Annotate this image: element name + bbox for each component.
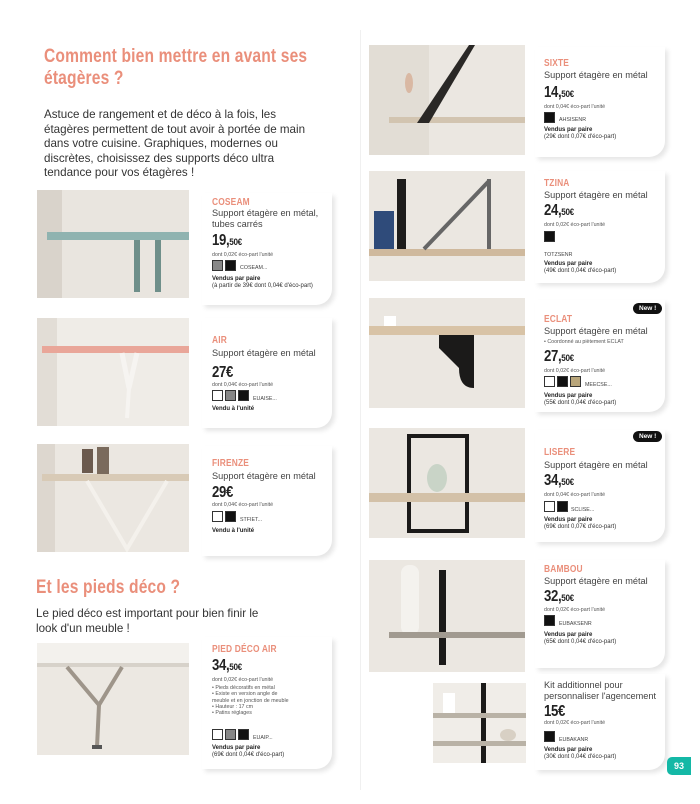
- bambou-swatches: [544, 615, 555, 626]
- swatch-black[interactable]: [544, 112, 555, 123]
- air-ref: EUAISE...: [253, 396, 277, 402]
- pied-bullet: meuble et en jonction de meuble: [212, 697, 289, 704]
- eclat-name: ECLAT: [544, 313, 573, 325]
- eclat-photo: [369, 298, 525, 408]
- sixte-name: SIXTE: [544, 57, 570, 69]
- pied-bullet: • Pieds décoratifs en métal: [212, 685, 275, 691]
- page-number: 93: [667, 757, 691, 775]
- pied-bullets: [212, 685, 327, 716]
- air-eco: dont 0,04€ éco-part l'unité: [212, 382, 274, 388]
- swatch-white[interactable]: [544, 376, 555, 387]
- pied-bullet: • Patins réglages: [212, 710, 252, 717]
- coseam-desc: Support étagère en métal, tubes carrés: [212, 208, 319, 229]
- air-price: 27€: [212, 364, 233, 381]
- eclat-pair: Vendus par paire (55€ dont 0,04€ d'éco-part): [544, 393, 617, 406]
- tzina-swatches: [544, 231, 555, 242]
- kit-price: 15€: [544, 703, 565, 720]
- pied-name: PIED DÉCO AIR: [212, 643, 277, 655]
- firenze-ref: STFIET...: [240, 517, 263, 523]
- tzina-price: 24,50€: [544, 202, 574, 219]
- tzina-photo: [369, 171, 525, 281]
- pied-photo: [37, 643, 189, 755]
- swatch-black[interactable]: [225, 511, 236, 522]
- coseam-name: COSEAM: [212, 196, 250, 208]
- pied-ref: EUAIP...: [253, 735, 273, 741]
- coseam-ref: COSEAM...: [240, 265, 268, 271]
- coseam-pair: Vendus par paire (à partir de 39€ dont 0,04€ d'éco-part): [212, 276, 313, 289]
- bambou-name: BAMBOU: [544, 563, 583, 575]
- firenze-desc: Support étagère en métal: [212, 471, 316, 481]
- swatch-black[interactable]: [238, 729, 249, 740]
- swatch-white[interactable]: [212, 729, 223, 740]
- lisere-price: 34,50€: [544, 472, 574, 489]
- lisere-photo: [369, 428, 525, 538]
- sixte-ref: AHSISENR: [559, 117, 587, 123]
- lisere-eco: dont 0,04€ éco-part l'unité: [544, 492, 606, 498]
- firenze-swatches: [212, 511, 236, 522]
- pied-eco: dont 0,02€ éco-part l'unité: [212, 677, 274, 683]
- eclat-price: 27,50€: [544, 348, 574, 365]
- section2-title: Et les pieds déco ?: [36, 577, 181, 598]
- lisere-ref: SCLISE...: [571, 507, 595, 513]
- eclat-ref: MEECSE...: [585, 382, 612, 388]
- air-swatches: [212, 390, 249, 401]
- tzina-eco: dont 0,02€ éco-part l'unité: [544, 222, 606, 228]
- firenze-name: FIRENZE: [212, 457, 250, 469]
- swatch-white[interactable]: [212, 511, 223, 522]
- firenze-eco: dont 0,04€ éco-part l'unité: [212, 502, 274, 508]
- bambou-eco: dont 0,02€ éco-part l'unité: [544, 607, 606, 613]
- swatch-black[interactable]: [544, 731, 555, 742]
- firenze-unit: Vendu à l'unité: [212, 528, 255, 534]
- bambou-ref: EUBAKSENR: [559, 621, 592, 627]
- pied-swatches: [212, 729, 249, 740]
- main-title: Comment bien mettre en avant ses étagères ?: [44, 46, 308, 89]
- swatch-black[interactable]: [557, 376, 568, 387]
- kit-pair: Vendus par paire (30€ dont 0,04€ d'éco-part): [544, 747, 617, 760]
- eclat-new-badge: New !: [633, 303, 662, 314]
- air-photo: [37, 318, 189, 426]
- swatch-grey[interactable]: [225, 729, 236, 740]
- air-unit: Vendu à l'unité: [212, 406, 255, 412]
- section2-intro: Le pied déco est important pour bien finir le look d'un meuble !: [36, 607, 259, 635]
- sixte-swatches: [544, 112, 555, 123]
- swatch-white[interactable]: [544, 501, 555, 512]
- pied-bullet: • Existe en version angle de: [212, 691, 278, 698]
- kit-ref: EUBAKANR: [559, 737, 589, 743]
- pied-bullet: • Hauteur : 17 cm: [212, 703, 254, 710]
- intro-text: Astuce de rangement et de déco à la fois, les étagères permettent de tout avoir à portée de main dans votre cuisine. Graphiques, modernes ou discrètes, choisissez des supports déco ultra tendance pour vos étagères !: [44, 108, 306, 179]
- lisere-pair: Vendus par paire (69€ dont 0,07€ d'éco-part): [544, 517, 617, 530]
- firenze-photo: [37, 444, 189, 552]
- tzina-desc: Support étagère en métal: [544, 190, 648, 200]
- sixte-price: 14,50€: [544, 84, 574, 101]
- swatch-black[interactable]: [238, 390, 249, 401]
- swatch-gold[interactable]: [570, 376, 581, 387]
- swatch-black[interactable]: [225, 260, 236, 271]
- lisere-new-badge: New !: [633, 431, 662, 442]
- page-gutter: [360, 30, 361, 790]
- swatch-black[interactable]: [544, 615, 555, 626]
- swatch-grey[interactable]: [225, 390, 236, 401]
- tzina-pair: Vendus par paire (49€ dont 0,04€ d'éco-part): [544, 261, 617, 274]
- swatch-white[interactable]: [212, 390, 223, 401]
- bambou-price: 32,50€: [544, 588, 574, 605]
- tzina-ref: TOTZSENR: [544, 252, 573, 258]
- bambou-desc: Support étagère en métal: [544, 576, 648, 586]
- sixte-eco: dont 0,04€ éco-part l'unité: [544, 104, 606, 110]
- kit-desc: Kit additionnel pour personnaliser l'agencement: [544, 680, 657, 701]
- kit-eco: dont 0,02€ éco-part l'unité: [544, 720, 606, 726]
- air-desc: Support étagère en métal: [212, 348, 316, 358]
- swatch-black[interactable]: [544, 231, 555, 242]
- coseam-price: 19,50€: [212, 232, 242, 249]
- sixte-photo: [369, 45, 525, 155]
- lisere-name: LISERE: [544, 446, 576, 458]
- coseam-photo: [37, 190, 189, 298]
- eclat-sub: • Coordonné au piètement ECLAT: [544, 339, 624, 345]
- firenze-price: 29€: [212, 484, 233, 501]
- eclat-swatches: [544, 376, 581, 387]
- pied-pair: Vendus par paire (69€ dont 0,04€ d'éco-part): [212, 745, 285, 758]
- sixte-desc: Support étagère en métal: [544, 70, 648, 80]
- swatch-grey[interactable]: [212, 260, 223, 271]
- air-name: AIR: [212, 334, 227, 346]
- lisere-swatches: [544, 501, 568, 512]
- kit-swatches: [544, 731, 555, 742]
- lisere-desc: Support étagère en métal: [544, 460, 648, 470]
- coseam-swatches: [212, 260, 236, 271]
- tzina-name: TZINA: [544, 177, 570, 189]
- bambou-pair: Vendus par paire (65€ dont 0,04€ d'éco-part): [544, 632, 617, 645]
- sixte-pair: Vendus par paire (29€ dont 0,07€ d'éco-part): [544, 127, 617, 140]
- eclat-eco: dont 0,02€ éco-part l'unité: [544, 368, 606, 374]
- coseam-eco: dont 0,02€ éco-part l'unité: [212, 252, 274, 258]
- pied-price: 34,50€: [212, 657, 242, 674]
- kit-photo: [433, 683, 526, 763]
- bambou-photo: [369, 560, 525, 672]
- swatch-black[interactable]: [557, 501, 568, 512]
- eclat-desc: Support étagère en métal: [544, 326, 648, 336]
